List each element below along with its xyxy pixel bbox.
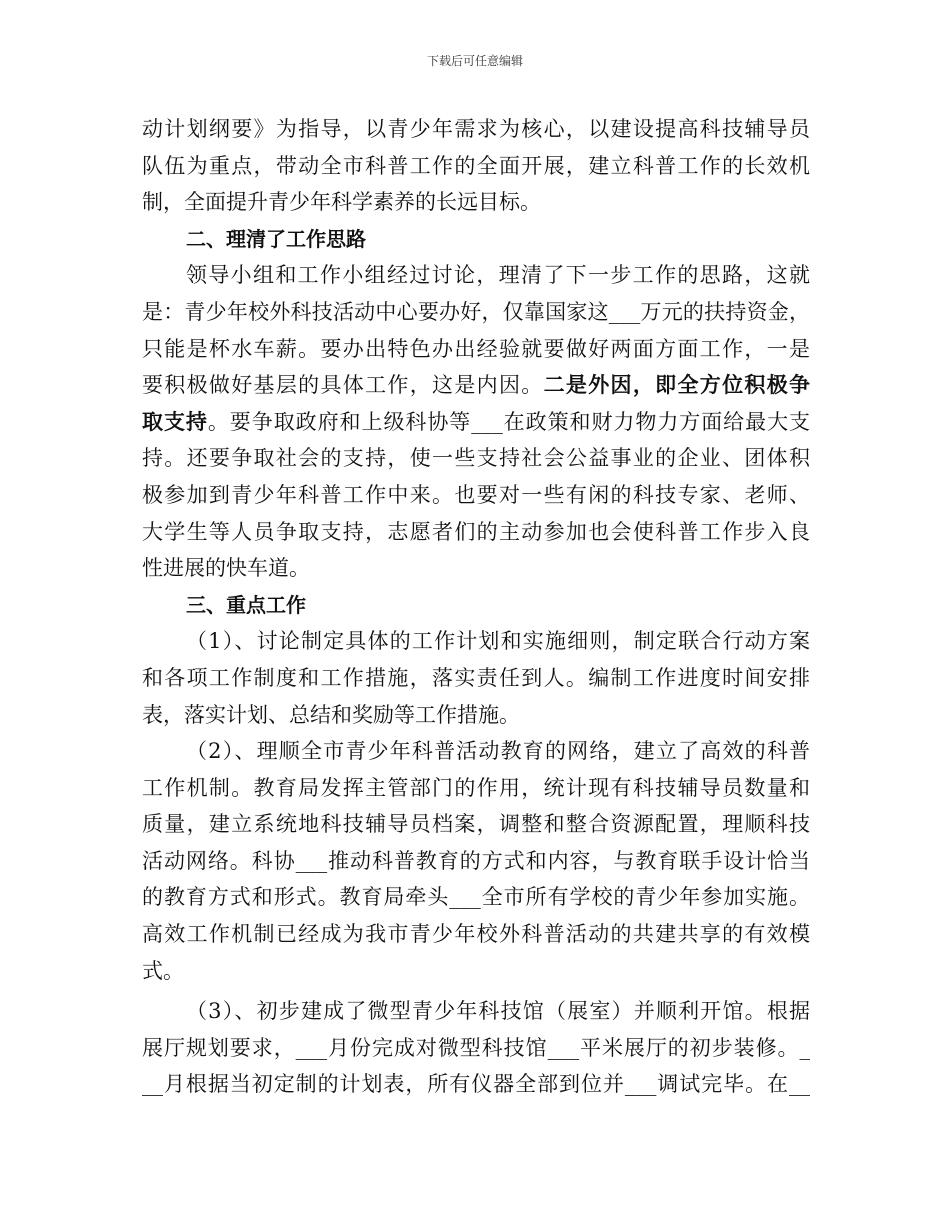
body-line: 表，落实计划、总结和奖励等工作措施。 — [142, 702, 520, 727]
body-line: __月根据当初定制的计划表，所有仪器全部到位并___调试完毕。在__ — [142, 1072, 810, 1097]
page-header: 下载后可任意编辑 — [426, 54, 523, 68]
body-line: 性进展的快车道。 — [142, 556, 310, 581]
body-line: 队伍为重点，带动全市科普工作的全面开展，建立科普工作的长效机 — [142, 153, 810, 178]
body-line: 质量，建立系统地科技辅导员档案，调整和整合资源配置，理顺科技 — [142, 812, 810, 837]
emphasis-text: 二是外因，即全方位积极争 — [543, 373, 811, 398]
body-line: 持。还要争取社会的支持，使一些支持社会公益事业的企业、团体积 — [142, 446, 810, 471]
section-heading: 三、重点工作 — [186, 592, 306, 617]
body-line: 大学生等人员争取支持，志愿者们的主动参加也会使科普工作步入良 — [142, 519, 810, 544]
body-line: 展厅规划要求，___月份完成对微型科技馆___平米展厅的初步装修。_ — [142, 1035, 810, 1060]
body-text: 。要争取政府和上级科协等___在政策和财力物力方面给最大支 — [207, 409, 811, 434]
body-line: （2）、理顺全市青少年科普活动教育的网络，建立了高效的科普 — [186, 739, 810, 764]
section-heading: 二、理清了工作思路 — [186, 226, 366, 251]
body-line: 的教育方式和形式。教育局牵头___全市所有学校的青少年参加实施。 — [142, 885, 810, 910]
body-line — [142, 367, 810, 404]
body-line: 高效工作机制已经成为我市青少年校外科普活动的共建共享的有效模 — [142, 922, 810, 947]
body-line: 活动网络。科协___推动科普教育的方式和内容，与教育联手设计恰当 — [142, 848, 810, 873]
body-line: （3）、初步建成了微型青少年科技馆（展室）并顺利开馆。根据 — [186, 999, 810, 1024]
body-line: 动计划纲要》为指导，以青少年需求为核心，以建设提高科技辅导员 — [142, 117, 810, 141]
body-line: （1）、讨论制定具体的工作计划和实施细则，制定联合行动方案 — [186, 629, 810, 654]
body-line: 制，全面提升青少年科学素养的长远目标。 — [142, 190, 541, 215]
body-line: 工作机制。教育局发挥主管部门的作用，统计现有科技辅导员数量和 — [142, 775, 810, 800]
body-text: 要积极做好基层的具体工作，这是内因。 — [142, 373, 544, 398]
body-line: 和各项工作制度和工作措施，落实责任到人。编制工作进度时间安排 — [142, 665, 810, 690]
body-line — [142, 404, 810, 441]
body-line: 领导小组和工作小组经过讨论，理清了下一步工作的思路，这就 — [186, 263, 810, 288]
body-line: 是：青少年校外科技活动中心要办好，仅靠国家这___万元的扶持资金， — [142, 299, 810, 324]
emphasis-text: 取支持 — [142, 409, 208, 434]
body-line: 只能是杯水车薪。要办出特色办出经验就要做好两面方面工作，一是 — [142, 336, 810, 361]
document-body — [142, 111, 810, 1103]
body-line: 式。 — [142, 958, 184, 983]
body-line: 极参加到青少年科普工作中来。也要对一些有闲的科技专家、老师、 — [142, 482, 810, 507]
